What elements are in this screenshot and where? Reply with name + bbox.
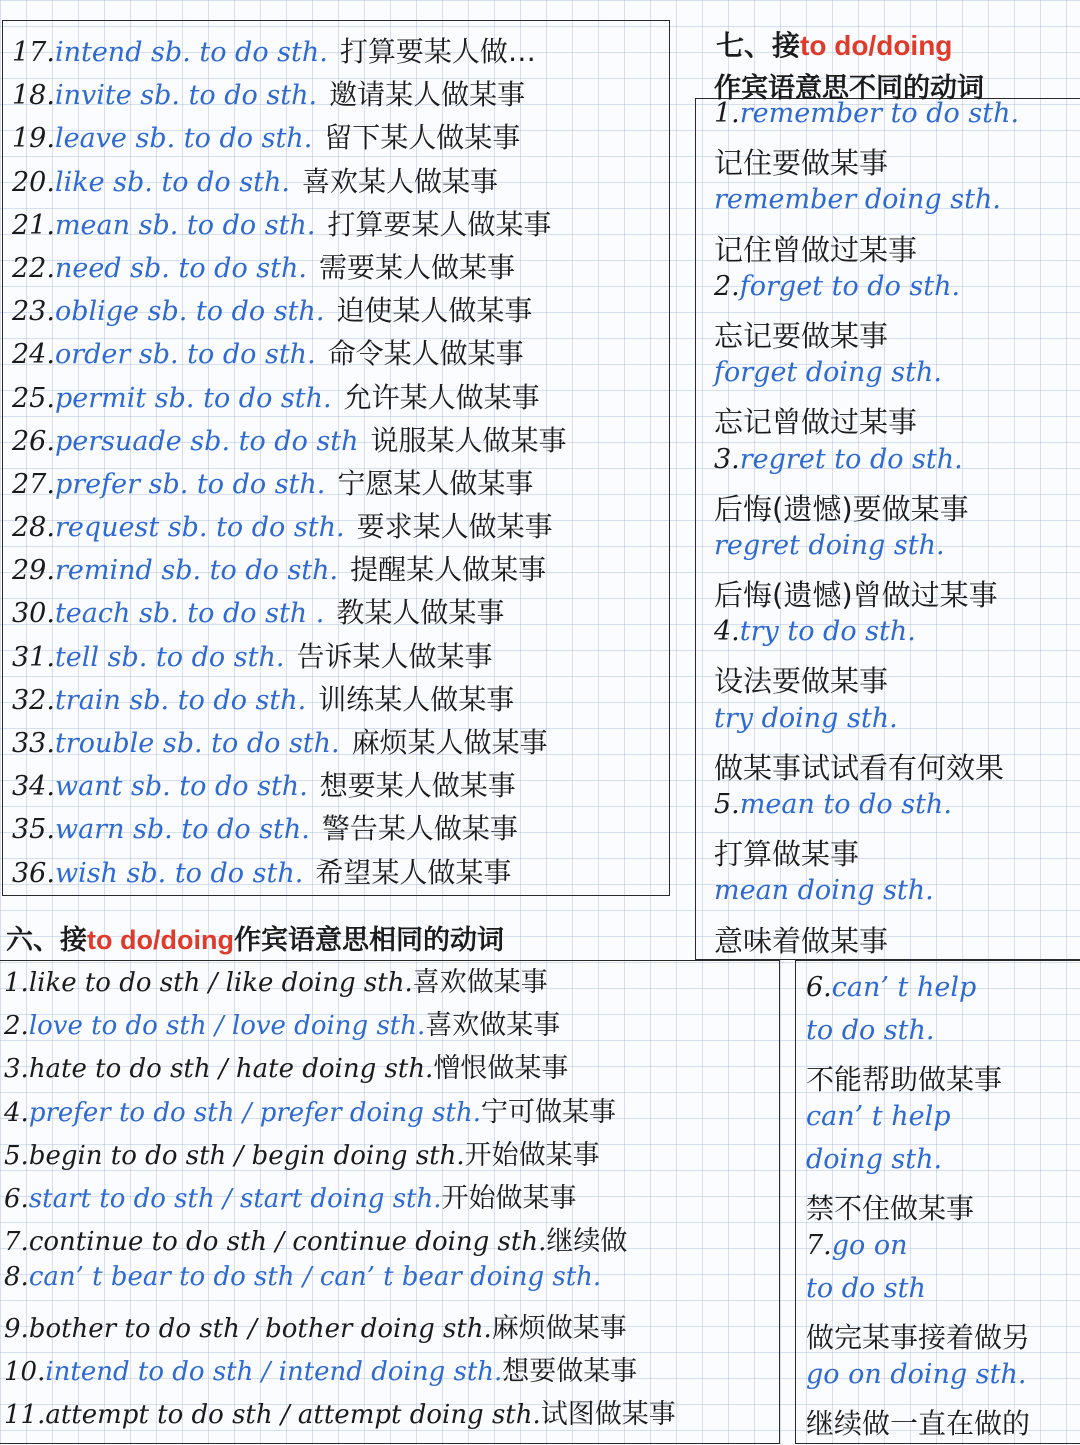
chinese-meaning: 做完某事接着做另 [806, 1321, 1031, 1354]
chinese-meaning: 教某人做某事 [336, 596, 505, 630]
item-number: 9. [4, 1313, 29, 1344]
item-number: 28. [12, 512, 55, 544]
chinese-meaning: 试图做某事 [540, 1398, 676, 1430]
item-number: 31. [12, 641, 55, 673]
item-number: 10. [4, 1356, 46, 1387]
item-number: 5. [4, 1140, 29, 1171]
english-phrase: can’ t help [831, 972, 977, 1003]
item-number: 1. [714, 98, 740, 129]
verb-row [12, 548, 567, 591]
section6-line [4, 1219, 676, 1262]
bottom-right-line [806, 1058, 1030, 1101]
item-number: 29. [12, 555, 55, 587]
item-number: 8. [4, 1262, 29, 1293]
section7-list [714, 98, 1019, 962]
section6-line [4, 1262, 676, 1305]
chinese-meaning: 喜欢做某事 [425, 1010, 561, 1042]
english-phrase: train sb. to do sth. [54, 684, 307, 716]
chinese-meaning: 宁愿某人做某事 [337, 466, 534, 500]
chinese-meaning: 邀请某人做某事 [329, 78, 526, 112]
bottom-right-line [806, 1101, 1030, 1144]
chinese-meaning: 允许某人做某事 [343, 380, 540, 414]
bottom-right-line [806, 1015, 1030, 1058]
chinese-meaning: 提醒某人做某事 [350, 553, 547, 587]
bottom-right-line [806, 1359, 1030, 1402]
item-number: 11. [4, 1399, 46, 1430]
english-phrase: to do sth. [806, 1015, 935, 1046]
section6-line [4, 960, 676, 1003]
chinese-meaning: 麻烦某人做某事 [351, 726, 548, 759]
section7-line [714, 314, 1019, 357]
chinese-meaning: 告诉某人做某事 [296, 639, 493, 673]
section7-line [714, 659, 1019, 702]
bottom-right-line [806, 1144, 1030, 1187]
english-phrase: mean to do sth. [739, 789, 952, 820]
chinese-meaning: 忘记曾做过某事 [714, 405, 918, 440]
english-phrase: continue to do sth / continue doing sth. [28, 1227, 547, 1258]
section7-line [714, 487, 1019, 530]
chinese-meaning: 希望某人做某事 [315, 855, 512, 889]
english-phrase: permit sb. to do sth. [54, 382, 332, 414]
english-phrase: request sb. to do sth. [54, 512, 345, 544]
verb-row [12, 678, 567, 721]
chinese-meaning: 留下某人做某事 [324, 121, 521, 155]
chinese-meaning: 做某事试试看有何效果 [714, 750, 1005, 785]
item-number: 1. [4, 968, 29, 998]
chinese-meaning: 命令某人做某事 [327, 337, 524, 371]
english-phrase: mean sb. to do sth. [54, 209, 316, 241]
chinese-meaning: 设法要做某事 [714, 664, 889, 699]
item-number: 26. [12, 425, 55, 457]
english-phrase: trouble sb. to do sth. [54, 728, 340, 759]
section7-line [714, 703, 1019, 746]
item-number: 19. [12, 123, 55, 155]
section7-line [714, 616, 1019, 659]
chinese-meaning: 警告某人做某事 [321, 812, 518, 846]
english-phrase: try doing sth. [714, 702, 898, 734]
verb-row [12, 764, 567, 807]
chinese-meaning: 想要做某事 [502, 1355, 638, 1387]
english-phrase: love to do sth / love doing sth. [28, 1011, 426, 1042]
english-phrase: need sb. to do sth. [54, 252, 307, 284]
section6-title [6, 918, 504, 957]
bottom-right-line [806, 972, 1030, 1015]
item-number: 7. [4, 1227, 29, 1258]
item-number: 21. [12, 209, 55, 241]
chinese-meaning: 开始做某事 [464, 1139, 600, 1171]
english-phrase: oblige sb. to do sth. [54, 296, 325, 328]
chinese-meaning: 不能帮助做某事 [806, 1063, 1003, 1096]
bottom-right-line [806, 1187, 1030, 1230]
item-number: 3. [4, 1054, 29, 1085]
chinese-meaning: 憎恨做某事 [433, 1053, 569, 1085]
verb-row [12, 505, 567, 548]
item-number: 4. [714, 616, 740, 648]
english-phrase: regret to do sth. [739, 443, 963, 475]
section7-line [714, 789, 1019, 832]
chinese-meaning: 训练某人做某事 [318, 682, 515, 716]
english-phrase: to do sth [806, 1273, 926, 1304]
english-phrase: leave sb. to do sth. [54, 123, 313, 155]
section7-line [714, 357, 1019, 400]
chinese-meaning: 禁不住做某事 [806, 1192, 975, 1225]
english-phrase: warn sb. to do sth. [54, 814, 310, 846]
section7-line [714, 228, 1019, 271]
item-number: 18. [12, 80, 55, 112]
section6-title-highlight: to do/doing [87, 925, 234, 955]
bottom-right-list [806, 972, 1030, 1445]
english-phrase: regret doing sth. [714, 529, 945, 561]
english-phrase: can’ t help [806, 1101, 951, 1132]
section7-line [714, 444, 1019, 487]
verb-row [12, 73, 567, 116]
section6-line [4, 1176, 676, 1219]
section6-line [4, 1046, 676, 1089]
verb-row [12, 591, 567, 634]
english-phrase: like sb. to do sth. [54, 166, 290, 198]
english-phrase: mean doing sth. [714, 875, 934, 907]
chinese-meaning: 麻烦做某事 [491, 1312, 627, 1344]
verb-row [12, 376, 567, 419]
verb-row [12, 30, 567, 73]
chinese-meaning: 打算要某人做… [339, 35, 536, 68]
english-phrase: remember to do sth. [739, 98, 1020, 129]
chinese-meaning: 要求某人做某事 [356, 510, 553, 544]
item-number: 6. [4, 1183, 29, 1214]
verb-row [12, 203, 567, 246]
english-phrase: bother to do sth / bother doing sth. [28, 1313, 492, 1344]
verb-row [12, 462, 567, 505]
item-number: 2. [4, 1011, 29, 1042]
english-phrase: like to do sth / like doing sth. [28, 968, 413, 998]
section6-line [4, 1003, 676, 1046]
chinese-meaning: 喜欢做某事 [412, 967, 548, 998]
section6-line [4, 1349, 676, 1392]
bottom-right-line [806, 1273, 1030, 1316]
chinese-meaning: 开始做某事 [441, 1182, 577, 1214]
item-number: 23. [12, 296, 55, 328]
chinese-meaning: 打算要某人做某事 [327, 207, 552, 241]
section6-list [4, 960, 676, 1435]
verb-row [12, 419, 567, 462]
chinese-meaning: 打算做某事 [714, 837, 860, 872]
item-number: 35. [12, 814, 55, 846]
bottom-right-line [806, 1402, 1030, 1445]
section7-line [714, 98, 1019, 141]
english-phrase: want sb. to do sth. [54, 771, 308, 803]
item-number: 34. [12, 771, 55, 803]
verb-row [12, 332, 567, 375]
english-phrase: order sb. to do sth. [54, 339, 316, 371]
section6-title-suffix: 作宾语意思相同的动词 [233, 925, 504, 955]
chinese-meaning: 记住要做某事 [714, 146, 889, 181]
english-phrase: teach sb. to do sth . [54, 598, 325, 630]
english-phrase: try to do sth. [739, 616, 916, 648]
item-number: 27. [12, 468, 55, 500]
english-phrase: invite sb. to do sth. [54, 80, 318, 112]
item-number: 2. [714, 270, 740, 302]
chinese-meaning: 想要某人做某事 [319, 769, 516, 803]
section6-line [4, 1392, 676, 1435]
section7-line [714, 530, 1019, 573]
section7-line [714, 832, 1019, 875]
section7-line [714, 746, 1019, 789]
verb-row [12, 851, 567, 894]
english-phrase: begin to do sth / begin doing sth. [28, 1140, 465, 1171]
chinese-meaning: 继续做 [546, 1226, 628, 1258]
chinese-meaning: 记住曾做过某事 [714, 232, 918, 267]
bottom-right-line [806, 1316, 1030, 1359]
item-number: 22. [12, 252, 55, 284]
section7-line [714, 271, 1019, 314]
top-verb-list [12, 30, 567, 894]
english-phrase: doing sth. [806, 1144, 943, 1175]
verb-row [12, 721, 567, 764]
english-phrase: forget to do sth. [739, 270, 961, 302]
english-phrase: remember doing sth. [714, 184, 1001, 216]
chinese-meaning: 忘记要做某事 [714, 318, 889, 353]
english-phrase: hate to do sth / hate doing sth. [28, 1054, 434, 1085]
item-number: 4. [4, 1097, 29, 1128]
english-phrase: prefer to do sth / prefer doing sth. [28, 1097, 481, 1128]
verb-row [12, 160, 567, 203]
item-number: 25. [12, 382, 55, 414]
section6-line [4, 1090, 676, 1133]
chinese-meaning: 宁可做某事 [480, 1096, 616, 1128]
item-number: 33. [12, 728, 55, 759]
chinese-meaning: 意味着做某事 [714, 923, 889, 958]
english-phrase: tell sb. to do sth. [54, 641, 285, 673]
english-phrase: intend to do sth / intend doing sth. [45, 1356, 503, 1387]
english-phrase: attempt to do sth / attempt doing sth. [45, 1399, 541, 1430]
item-number: 20. [12, 166, 55, 198]
verb-row [12, 246, 567, 289]
verb-row [12, 289, 567, 332]
section7-title-line2: 作宾语意思不同的动词 [714, 73, 984, 103]
chinese-meaning: 喜欢某人做某事 [301, 164, 498, 198]
section7-title [716, 24, 952, 64]
chinese-meaning: 继续做一直在做的 [806, 1407, 1031, 1440]
item-number: 24. [12, 339, 55, 371]
english-phrase: go on doing sth. [806, 1359, 1027, 1390]
item-number: 3. [714, 443, 740, 475]
item-number: 6. [806, 972, 832, 1003]
bottom-right-line [806, 1230, 1030, 1273]
section7-line [714, 573, 1019, 616]
chinese-meaning: 后悔(遗憾)要做某事 [714, 491, 969, 526]
english-phrase: intend sb. to do sth. [54, 37, 328, 68]
verb-row [12, 635, 567, 678]
english-phrase: go on [831, 1230, 908, 1261]
english-phrase: forget doing sth. [714, 357, 942, 389]
section6-title-prefix: 六、接 [6, 925, 87, 955]
chinese-meaning: 后悔(遗憾)曾做过某事 [714, 578, 998, 613]
english-phrase: start to do sth / start doing sth. [28, 1183, 442, 1214]
english-phrase: persuade sb. to do sth [54, 425, 359, 457]
section7-line [714, 400, 1019, 443]
item-number: 7. [806, 1230, 832, 1261]
section7-line [714, 919, 1019, 962]
section6-line [4, 1306, 676, 1349]
verb-row [12, 807, 567, 850]
chinese-meaning: 说服某人做某事 [370, 423, 567, 457]
section7-line [714, 141, 1019, 184]
section6-line [4, 1133, 676, 1176]
item-number: 36. [12, 857, 55, 889]
section7-line [714, 184, 1019, 227]
section7-title-prefix: 七、接 [716, 30, 801, 61]
english-phrase: can’ t bear to do sth / can’ t bear doing sth. [28, 1262, 602, 1293]
chinese-meaning: 需要某人做某事 [318, 250, 515, 284]
english-phrase: prefer sb. to do sth. [54, 468, 326, 500]
item-number: 32. [12, 684, 55, 716]
section7-line [714, 875, 1019, 918]
section7-title-highlight: to do/doing [800, 30, 953, 61]
english-phrase: wish sb. to do sth. [54, 857, 304, 889]
chinese-meaning: 迫使某人做某事 [336, 294, 533, 328]
verb-row [12, 116, 567, 159]
item-number: 17. [12, 37, 55, 68]
english-phrase: remind sb. to do sth. [54, 555, 339, 587]
item-number: 30. [12, 598, 55, 630]
item-number: 5. [714, 789, 740, 820]
